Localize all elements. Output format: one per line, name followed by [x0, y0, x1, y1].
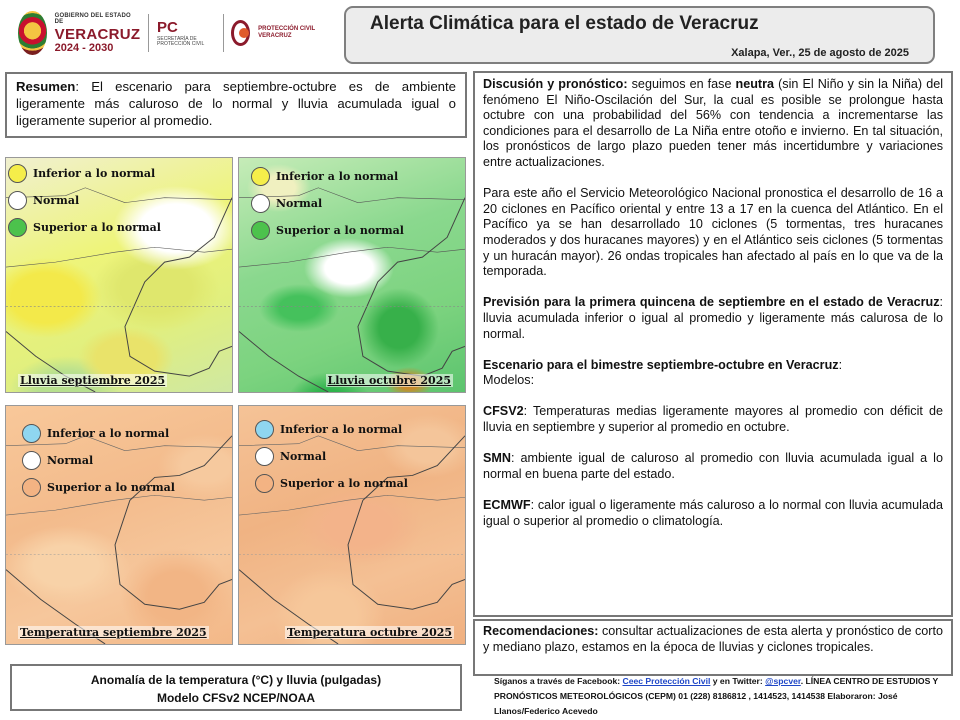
legend-label: Inferior a lo normal [33, 167, 156, 180]
gobierno-logo [55, 13, 141, 54]
map-temperature-october [238, 405, 466, 645]
legend-item [22, 424, 169, 443]
map-caption: Temperatura octubre 2025 [287, 626, 453, 639]
forecast-text: : lluvia acumulada inferior o igual al promedio y ligeramente más calurosa de lo normal. [483, 295, 943, 341]
legend-label: Normal [276, 197, 323, 210]
legend-swatch [22, 451, 41, 470]
legend-swatch [8, 191, 27, 210]
title-box [344, 6, 935, 64]
legend-swatch [22, 424, 41, 443]
models-label: Modelos: [483, 373, 535, 388]
footer-text: Síganos a través de Facebook: [494, 676, 623, 686]
logo-divider [223, 14, 224, 52]
discussion-emphasis: neutra [735, 77, 775, 91]
gobierno-logo-years: 2024 - 2030 [54, 41, 114, 54]
legend-item [8, 218, 161, 237]
legend-swatch [251, 194, 270, 213]
legend-item [251, 221, 404, 240]
page-title: Alerta Climática para el estado de Veracruz [370, 13, 759, 34]
model-smn-paragraph [483, 451, 943, 482]
model-name: SMN [483, 451, 511, 466]
recommendations-box [473, 619, 953, 676]
pc-logo-big: PC [157, 18, 178, 36]
legend-label: Superior a lo normal [33, 221, 161, 234]
legend-item [251, 167, 398, 186]
discussion-label: Discusión y pronóstico: [483, 77, 628, 91]
proteccion-civil-logo-text: PROTECCIÓN CIVIL VERACRUZ [258, 25, 316, 39]
gobierno-logo-big: VERACRUZ [54, 25, 141, 43]
forecast-label: Previsión para la primera quincena de septiembre en el estado de Veracruz [483, 295, 940, 310]
scenario-label: Escenario para el bimestre septiembre-octubre en Veracruz [483, 357, 839, 372]
recommendations-label: Recomendaciones: [483, 624, 599, 638]
legend-label: Superior a lo normal [47, 481, 175, 494]
map-temperature-september [5, 405, 233, 645]
summary-text: : El escenario para septiembre-octubre es de ambiente ligeramente más caluroso de lo normal y lluvia acumulada igual o ligeramente superior al promedio. [16, 79, 456, 128]
legend-item [255, 420, 402, 439]
gobierno-logo-small: GOBIERNO DEL ESTADO DE [54, 12, 131, 25]
map-rain-october [238, 157, 466, 393]
legend-label: Inferior a lo normal [47, 427, 170, 440]
legend-item [251, 194, 322, 213]
legend-swatch [255, 474, 274, 493]
scenario-text: : [838, 357, 843, 372]
twitter-link[interactable]: @spcver [765, 676, 801, 686]
legend-swatch [251, 221, 270, 240]
legend-swatch [8, 164, 27, 183]
pc-logo [157, 20, 214, 47]
legend-label: Superior a lo normal [280, 477, 408, 490]
legend-item [8, 191, 79, 210]
legend-swatch [255, 447, 274, 466]
model-name: CFSV2 [483, 404, 524, 419]
discussion-box [473, 71, 953, 617]
legend-label: Superior a lo normal [276, 224, 404, 237]
map-rain-september [5, 157, 233, 393]
legend-label: Normal [33, 194, 80, 207]
model-text: : ambiente igual de caluroso al promedio con lluvia acumulada igual a lo normal en buena parte del estado. [483, 451, 943, 481]
discussion-text: (sin El Niño y sin la Niña) del fenómeno El Niño-Oscilación del Sur, la cual es posible se prolongue hasta octubre con una probabilidad del 56% con tendencia a incrementarse las condiciones para el desarrollo de La Niña entre otoño e invierno. En tal situación, los pronósticos de largo plazo pueden tener más incertidumbre y variaciones entre actualizaciones. [483, 77, 943, 169]
legend-item [22, 451, 93, 470]
model-text: : Temperaturas medias ligeramente mayores al promedio con déficit de lluvia en septiembre y superior al promedio en octubre. [483, 404, 943, 435]
model-ecmwf-paragraph [483, 498, 943, 529]
logos [18, 8, 318, 58]
legend-label: Normal [280, 450, 327, 463]
cyclones-paragraph: Para este año el Servicio Meteorológico Nacional pronostica el desarrollo de 16 a 20 ciclones en Pacífico oriental y entre 13 a 17 en la cuenca del Atlántico. En el Pacífico ya se han desarrollado 10 ciclones (5 tormentas, tres huracanes moderados y dos huracanes mayores) y en el Atlántico seis ciclones (5 tormentas y un huracán mayor). 26 ondas tropicales han afectado al país en lo que va de la temporada. [483, 186, 943, 279]
discussion-paragraph [483, 77, 943, 171]
legend-item [22, 478, 175, 497]
legend-swatch [251, 167, 270, 186]
map-caption: Lluvia octubre 2025 [327, 374, 451, 387]
legend-label: Inferior a lo normal [280, 423, 403, 436]
footer-text: y en Twitter: [710, 676, 766, 686]
model-name: ECMWF [483, 498, 531, 513]
scenario-paragraph [483, 358, 943, 389]
legend-swatch [255, 420, 274, 439]
recommendations-text: consultar actualizaciones de esta alerta y pronóstico de corto y mediano plazo, estamos en la época de lluvias y ciclones tropicales. [483, 624, 943, 654]
pc-logo-small: SECRETARÍA DE PROTECCIÓN CIVIL [157, 35, 205, 47]
model-text: : calor igual o ligeramente más caluroso a lo normal con lluvia acumulada igual o superior al promedio o climatología. [483, 498, 943, 528]
veracruz-seal-icon [18, 11, 47, 55]
legend-item [8, 164, 155, 183]
legend-label: Inferior a lo normal [276, 170, 399, 183]
legend-swatch [22, 478, 41, 497]
facebook-link[interactable]: Ceec Protección Civil [622, 676, 711, 686]
forecast-paragraph [483, 295, 943, 342]
coastline-map [239, 406, 465, 644]
footer-text: . LÍNEA CENTRO DE ESTUDIOS Y PRONÓSTICOS METEOROLÓGICOS (CEPM) 01 (228) 8186812 , 1414523, 1414538 Elaboraron: José Llanos/Federico Acevedo [494, 676, 939, 716]
legend-item [255, 447, 326, 466]
anomaly-line-2: Modelo CFSv2 NCEP/NOAA [156, 691, 315, 705]
legend-item [255, 474, 408, 493]
map-caption: Temperatura septiembre 2025 [20, 626, 207, 639]
anomaly-line-1: Anomalía de la temperatura (°C) y lluvia (pulgadas) [90, 673, 382, 687]
proteccion-civil-badge-icon [231, 20, 250, 46]
map-caption: Lluvia septiembre 2025 [20, 374, 166, 387]
footer-contact [494, 674, 952, 719]
discussion-text: seguimos en fase [627, 77, 736, 91]
legend-swatch [8, 218, 27, 237]
model-cfsv2-paragraph [483, 404, 943, 435]
logo-divider [148, 14, 149, 52]
summary-label: Resumen [16, 79, 76, 94]
legend-label: Normal [47, 454, 94, 467]
anomaly-caption [10, 664, 462, 711]
summary-box [5, 72, 467, 138]
date-line: Xalapa, Ver., 25 de agosto de 2025 [731, 47, 909, 59]
